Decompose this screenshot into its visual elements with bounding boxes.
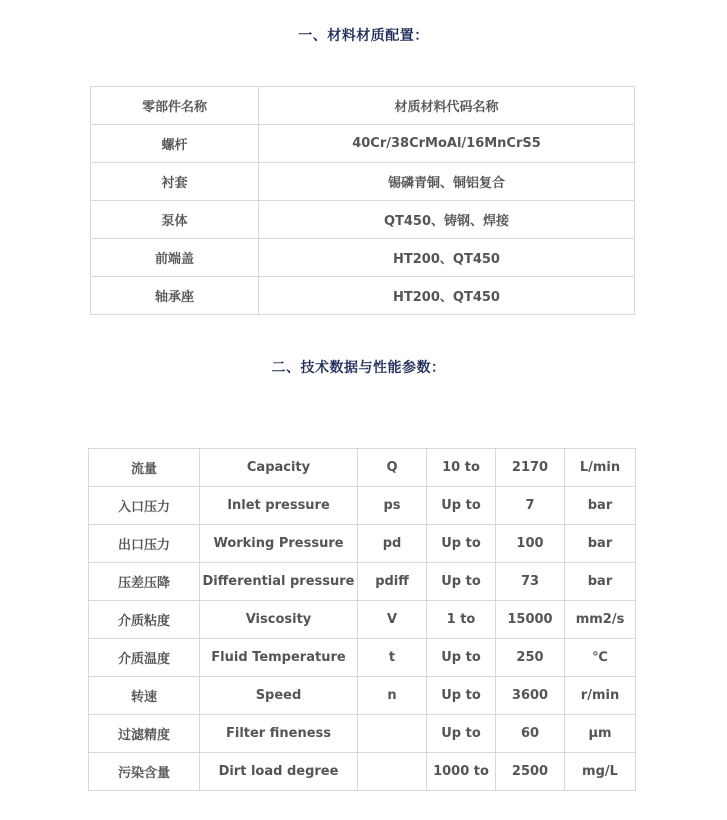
table-row xyxy=(89,449,636,487)
param-unit-cell: L/min xyxy=(565,449,636,487)
param-value-cell: 7 xyxy=(496,487,565,525)
param-value-cell: 2170 xyxy=(496,449,565,487)
table-header-row xyxy=(91,87,635,125)
param-range-cell: 10 to xyxy=(427,449,496,487)
param-unit-cell: bar xyxy=(565,487,636,525)
param-name-en-cell: Capacity xyxy=(200,449,358,487)
param-name-cn-cell: 过滤精度 xyxy=(89,715,200,753)
param-name-en-cell: Fluid Temperature xyxy=(200,639,358,677)
param-range-cell: 1000 to xyxy=(427,753,496,791)
param-name-cn-cell: 入口压力 xyxy=(89,487,200,525)
param-unit-cell: μm xyxy=(565,715,636,753)
param-name-en-cell: Speed xyxy=(200,677,358,715)
param-value-cell: 60 xyxy=(496,715,565,753)
param-unit-cell: ℃ xyxy=(565,639,636,677)
param-value-cell: 73 xyxy=(496,563,565,601)
material-cell: 40Cr/38CrMoAl/16MnCrS5 xyxy=(259,125,635,163)
param-name-cn-cell: 介质粘度 xyxy=(89,601,200,639)
table-row xyxy=(91,201,635,239)
param-name-en-cell: Filter fineness xyxy=(200,715,358,753)
param-value-cell: 250 xyxy=(496,639,565,677)
part-name-cell: 前端盖 xyxy=(91,239,259,277)
param-symbol-cell xyxy=(358,753,427,791)
table-row xyxy=(91,277,635,315)
part-name-cell: 衬套 xyxy=(91,163,259,201)
param-symbol-cell: Q xyxy=(358,449,427,487)
param-name-cn-cell: 流量 xyxy=(89,449,200,487)
param-name-cn-cell: 压差压降 xyxy=(89,563,200,601)
param-value-cell: 15000 xyxy=(496,601,565,639)
material-cell: HT200、QT450 xyxy=(259,277,635,315)
param-name-cn-cell: 污染含量 xyxy=(89,753,200,791)
param-range-cell: Up to xyxy=(427,563,496,601)
parameters-heading: 二、技术数据与性能参数： xyxy=(271,360,446,376)
param-unit-cell: mg/L xyxy=(565,753,636,791)
parameters-table xyxy=(88,448,636,791)
param-unit-cell: bar xyxy=(565,525,636,563)
header-cell-part-name: 零部件名称 xyxy=(91,87,259,125)
header-cell-material-code: 材质材料代码名称 xyxy=(259,87,635,125)
table-row xyxy=(91,163,635,201)
table-row xyxy=(89,487,636,525)
table-row xyxy=(89,563,636,601)
param-name-en-cell: Differential pressure xyxy=(200,563,358,601)
param-range-cell: Up to xyxy=(427,677,496,715)
param-value-cell: 100 xyxy=(496,525,565,563)
param-range-cell: Up to xyxy=(427,715,496,753)
table-row xyxy=(91,239,635,277)
param-range-cell: Up to xyxy=(427,487,496,525)
param-name-en-cell: Inlet pressure xyxy=(200,487,358,525)
param-name-en-cell: Dirt load degree xyxy=(200,753,358,791)
part-name-cell: 螺杆 xyxy=(91,125,259,163)
table-row xyxy=(89,601,636,639)
param-unit-cell: mm2/s xyxy=(565,601,636,639)
materials-table xyxy=(90,86,635,315)
param-symbol-cell: pd xyxy=(358,525,427,563)
param-symbol-cell: n xyxy=(358,677,427,715)
param-symbol-cell: V xyxy=(358,601,427,639)
param-unit-cell: r/min xyxy=(565,677,636,715)
param-name-en-cell: Viscosity xyxy=(200,601,358,639)
param-range-cell: 1 to xyxy=(427,601,496,639)
material-cell: 锡磷青铜、铜铝复合 xyxy=(259,163,635,201)
param-unit-cell: bar xyxy=(565,563,636,601)
param-symbol-cell: ps xyxy=(358,487,427,525)
table-row xyxy=(89,639,636,677)
materials-heading: 一、材料材质配置： xyxy=(298,28,429,44)
param-symbol-cell: t xyxy=(358,639,427,677)
param-symbol-cell: pdiff xyxy=(358,563,427,601)
table-row xyxy=(89,753,636,791)
param-value-cell: 2500 xyxy=(496,753,565,791)
param-name-cn-cell: 介质温度 xyxy=(89,639,200,677)
table-row xyxy=(89,525,636,563)
param-value-cell: 3600 xyxy=(496,677,565,715)
table-row xyxy=(89,715,636,753)
param-name-cn-cell: 出口压力 xyxy=(89,525,200,563)
param-range-cell: Up to xyxy=(427,525,496,563)
param-symbol-cell xyxy=(358,715,427,753)
table-row xyxy=(89,677,636,715)
table-row xyxy=(91,125,635,163)
material-cell: QT450、铸钢、焊接 xyxy=(259,201,635,239)
param-range-cell: Up to xyxy=(427,639,496,677)
param-name-en-cell: Working Pressure xyxy=(200,525,358,563)
material-cell: HT200、QT450 xyxy=(259,239,635,277)
param-name-cn-cell: 转速 xyxy=(89,677,200,715)
part-name-cell: 轴承座 xyxy=(91,277,259,315)
part-name-cell: 泵体 xyxy=(91,201,259,239)
